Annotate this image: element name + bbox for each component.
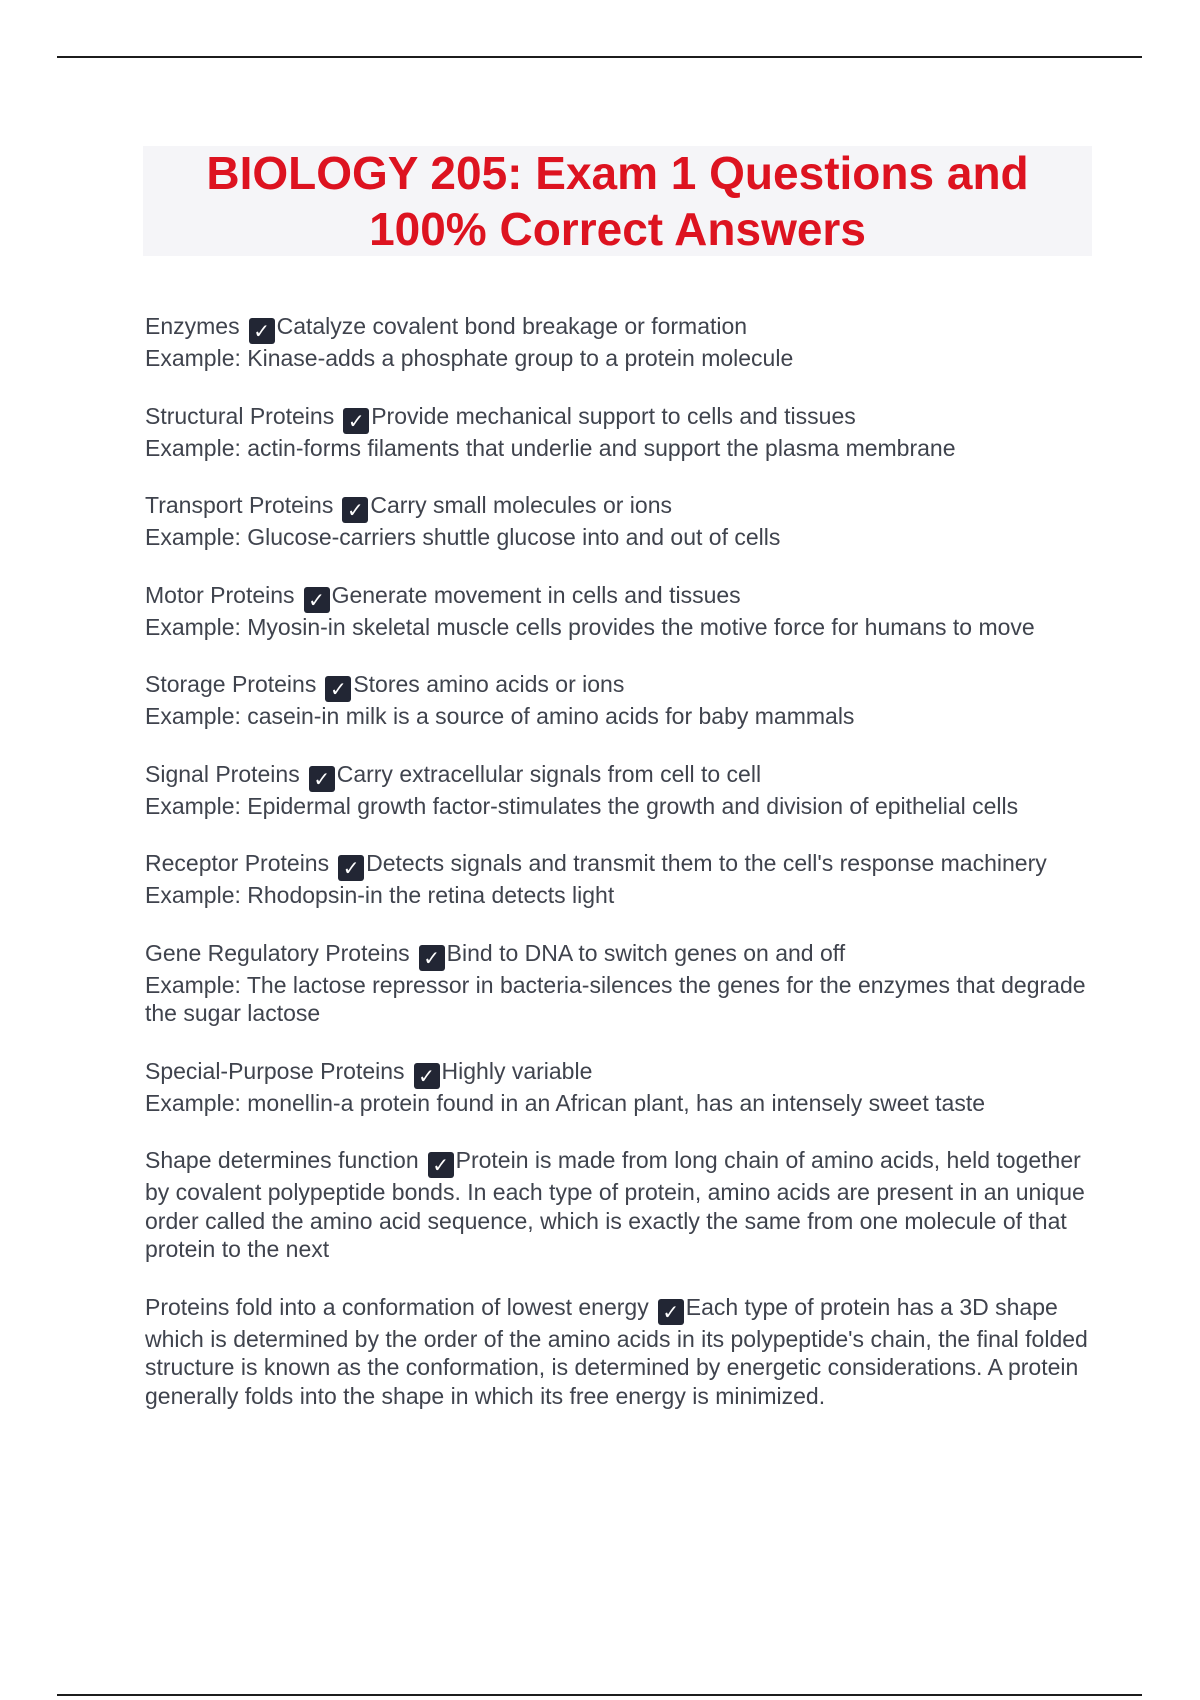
qa-entry (145, 1057, 1095, 1118)
checkmark-icon: ✓ (658, 1299, 684, 1325)
title-banner (143, 146, 1092, 256)
entry-definition: Detects signals and transmit them to the cell's response machinery (366, 850, 1047, 876)
entry-definition: Provide mechanical support to cells and tissues (371, 402, 856, 429)
entry-term: Transport Proteins (145, 492, 334, 518)
entry-example: Example: Myosin-in skeletal muscle cells provides the motive force for humans to move (145, 613, 1035, 640)
entry-definition: Highly variable (441, 1057, 593, 1084)
top-rule (57, 56, 1142, 58)
qa-entry (145, 402, 1095, 463)
entry-example: Example: Rhodopsin-in the retina detects light (145, 882, 615, 908)
entry-definition: Bind to DNA to switch genes on and off (446, 939, 846, 966)
qa-entry (145, 312, 1095, 373)
qa-entry (145, 1146, 1095, 1264)
entry-term: Special-Purpose Proteins (145, 1057, 405, 1084)
qa-list (145, 312, 1095, 1439)
checkmark-icon: ✓ (342, 497, 368, 523)
checkmark-icon: ✓ (343, 408, 369, 434)
entry-definition: Carry small molecules or ions (370, 492, 672, 518)
checkmark-icon: ✓ (309, 766, 335, 792)
checkmark-icon: ✓ (419, 945, 445, 971)
entry-term: Structural Proteins (145, 402, 335, 429)
checkmark-icon: ✓ (325, 676, 351, 702)
entry-example: Example: actin-forms filaments that underlie and support the plasma membrane (145, 434, 956, 461)
entry-example: Example: Kinase-adds a phosphate group to a protein molecule (145, 345, 794, 371)
entry-definition: Catalyze covalent bond breakage or formation (276, 313, 748, 339)
entry-term: Gene Regulatory Proteins (145, 939, 410, 966)
checkmark-icon: ✓ (428, 1152, 454, 1178)
entry-definition: Each type of protein has a 3D shape which is determined by the order of the amino acids in its polypeptide's chain, the final folded structure is known as the conformation, is determined by energetic considerations. A protein generally folds into the shape in which its free energy is minimized. (145, 1293, 1088, 1409)
entry-example: Example: The lactose repressor in bacteria-silences the genes for the enzymes that degrade the sugar lactose (145, 971, 1086, 1026)
qa-entry (145, 491, 1095, 552)
bottom-rule (57, 1694, 1142, 1696)
entry-definition: Protein is made from long chain of amino acids, held together by covalent polypeptide bonds. In each type of protein, amino acids are present in an unique order called the amino acid sequence, which is exactly the same from one molecule of that protein to the next (145, 1147, 1085, 1262)
qa-entry (145, 760, 1095, 821)
entry-term: Enzymes (145, 313, 240, 339)
entry-example: Example: casein-in milk is a source of amino acids for baby mammals (145, 703, 855, 729)
entry-term: Proteins fold into a conformation of lowest energy (145, 1293, 649, 1320)
checkmark-icon: ✓ (249, 318, 275, 344)
entry-example: Example: Epidermal growth factor-stimulates the growth and division of epithelial cells (145, 792, 1019, 819)
qa-entry (145, 1293, 1095, 1411)
title-line-1: BIOLOGY 205: Exam 1 Questions and (206, 147, 1029, 199)
entry-example: Example: monellin-a protein found in an African plant, has an intensely sweet taste (145, 1089, 985, 1116)
qa-entry (145, 670, 1095, 731)
qa-entry (145, 581, 1095, 642)
entry-term: Motor Proteins (145, 581, 295, 608)
checkmark-icon: ✓ (414, 1063, 440, 1089)
entry-term: Shape determines function (145, 1147, 419, 1173)
qa-entry (145, 939, 1095, 1028)
qa-entry (145, 849, 1095, 910)
entry-term: Receptor Proteins (145, 850, 330, 876)
checkmark-icon: ✓ (338, 855, 364, 881)
entry-example: Example: Glucose-carriers shuttle glucose into and out of cells (145, 524, 781, 550)
entry-definition: Stores amino acids or ions (353, 671, 625, 697)
checkmark-icon: ✓ (304, 587, 330, 613)
entry-term: Signal Proteins (145, 760, 300, 787)
title-line-2: 100% Correct Answers (369, 203, 866, 255)
entry-definition: Generate movement in cells and tissues (331, 581, 741, 608)
entry-definition: Carry extracellular signals from cell to cell (336, 760, 762, 787)
entry-term: Storage Proteins (145, 671, 317, 697)
